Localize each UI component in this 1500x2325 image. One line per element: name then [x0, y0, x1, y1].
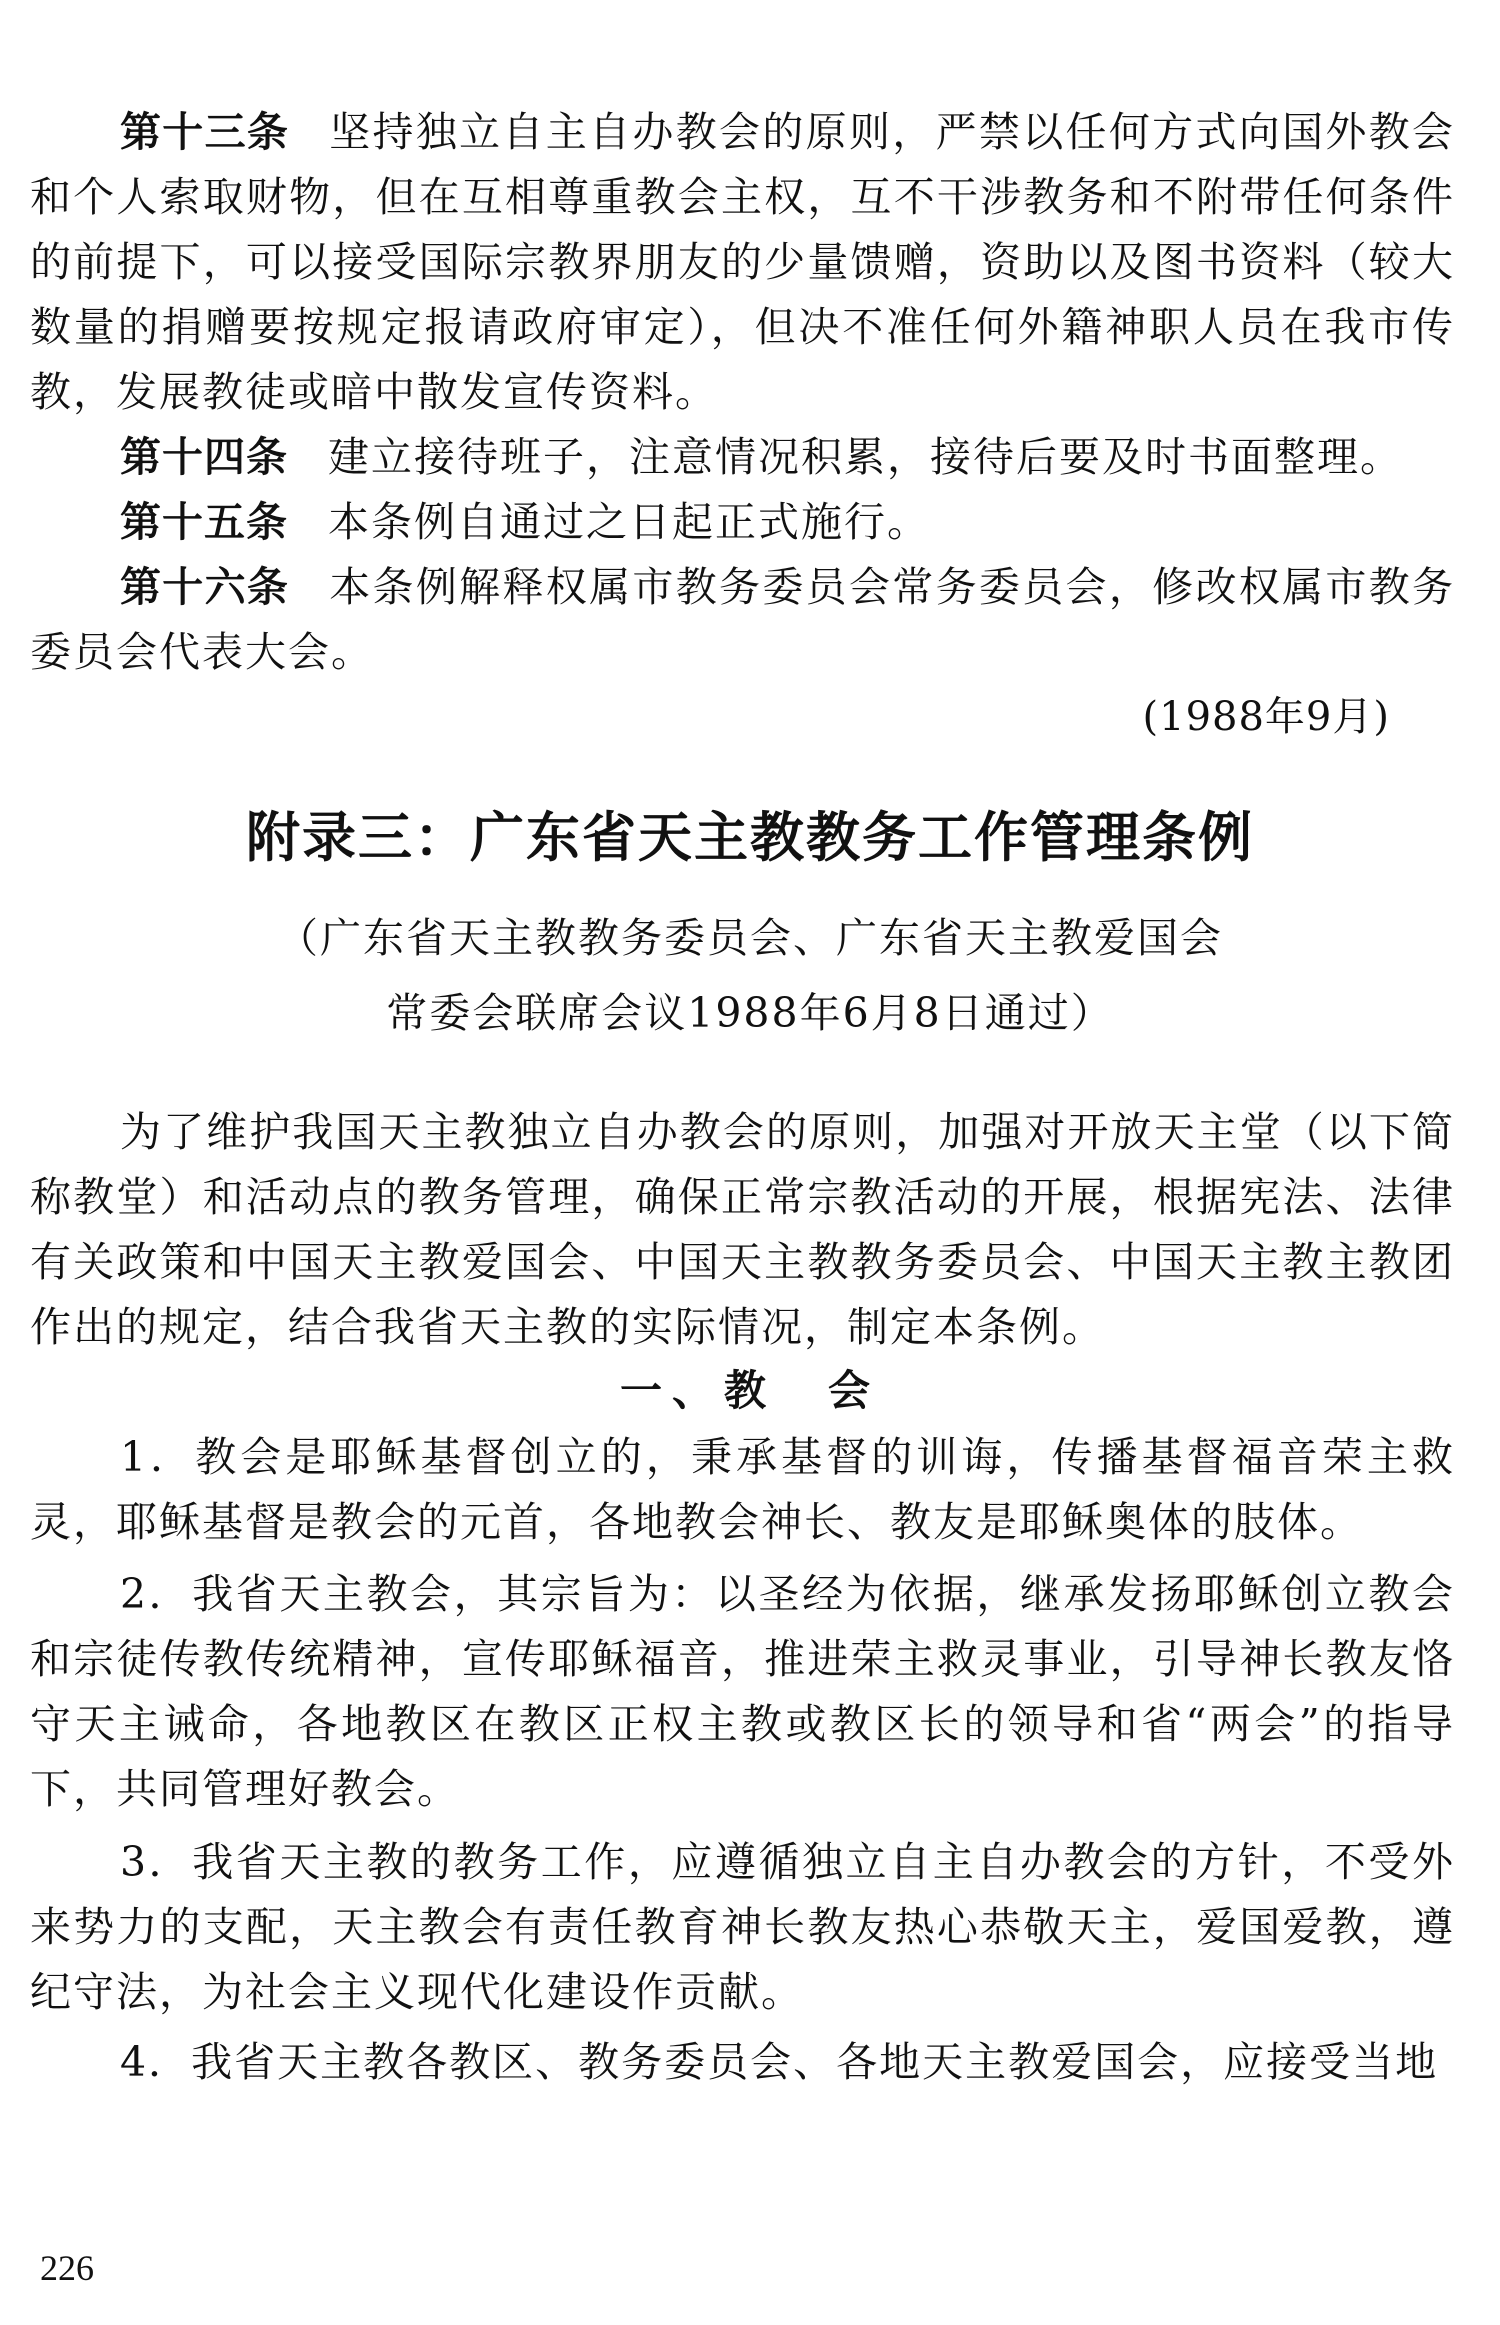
- article-text: 建立接待班子，注意情况积累，接待后要及时书面整理。: [328, 433, 1403, 481]
- article-13: [30, 100, 1455, 425]
- preamble-paragraph: 为了维护我国天主教独立自办教会的原则，加强对开放天主堂（以下简称教堂）和活动点的教务管理，确保正常宗教活动的开展，根据宪法、法律有关政策和中国天主教爱国会、中国天主教教务委员会、中国天主教主教团作出的规定，结合我省天主教的实际情况，制定本条例。: [30, 1108, 1455, 1351]
- article-text: 本条例自通过之日起正式施行。: [328, 498, 930, 546]
- page-number: 226: [40, 2248, 94, 2288]
- appendix-subtitle-line2: 常委会联席会议1988年6月8日通过）: [386, 989, 1114, 1037]
- item-1: 1．教会是耶稣基督创立的，秉承基督的训诲，传播基督福音荣主救灵，耶稣基督是教会的元首，各地教会神长、教友是耶稣奥体的肢体。: [30, 1433, 1455, 1546]
- date-note: (1988年9月): [1142, 694, 1390, 740]
- item-3: 3．我省天主教的教务工作，应遵循独立自主自办教会的方针，不受外来势力的支配，天主教会有责任教育神长教友热心恭敬天主，爱国爱教，遵纪守法，为社会主义现代化建设作贡献。: [30, 1838, 1455, 2016]
- article-16: [30, 555, 1455, 685]
- article-label: 第十四条: [120, 433, 288, 481]
- article-15: [30, 490, 1455, 555]
- item-4: 4．我省天主教各教区、教务委员会、各地天主教爱国会，应接受当地: [120, 2038, 1439, 2086]
- article-text: 坚持独立自主自办教会的原则，严禁以任何方式向国外教会和个人索取财物，但在互相尊重教会主权，互不干涉教务和不附带任何条件的前提下，可以接受国际宗教界朋友的少量馈赠，资助以及图书资料（较大数量的捐赠要按规定报请政府审定），但决不准任何外籍神职人员在我市传教，发展教徒或暗中散发宣传资料。: [30, 108, 1456, 416]
- item-2: 2．我省天主教会，其宗旨为：以圣经为依据，继承发扬耶稣创立教会和宗徒传教传统精神，宣传耶稣福音，推进荣主救灵事业，引导神长教友恪守天主诫命，各地教区在教区正权主教或教区长的领导和省“两会”的指导下，共同管理好教会。: [30, 1570, 1455, 1813]
- section-heading: 一、教 会: [619, 1366, 880, 1415]
- article-label: 第十三条: [120, 108, 290, 156]
- article-14: [30, 425, 1455, 490]
- article-text: 本条例解释权属市教务委员会常务委员会，修改权属市教务委员会代表大会。: [30, 563, 1456, 676]
- article-label: 第十六条: [120, 563, 290, 611]
- appendix-title: 附录三：广东省天主教教务工作管理条例: [246, 806, 1254, 869]
- article-label: 第十五条: [120, 498, 288, 546]
- appendix-subtitle-line1: （广东省天主教教务委员会、广东省天主教爱国会: [277, 914, 1223, 962]
